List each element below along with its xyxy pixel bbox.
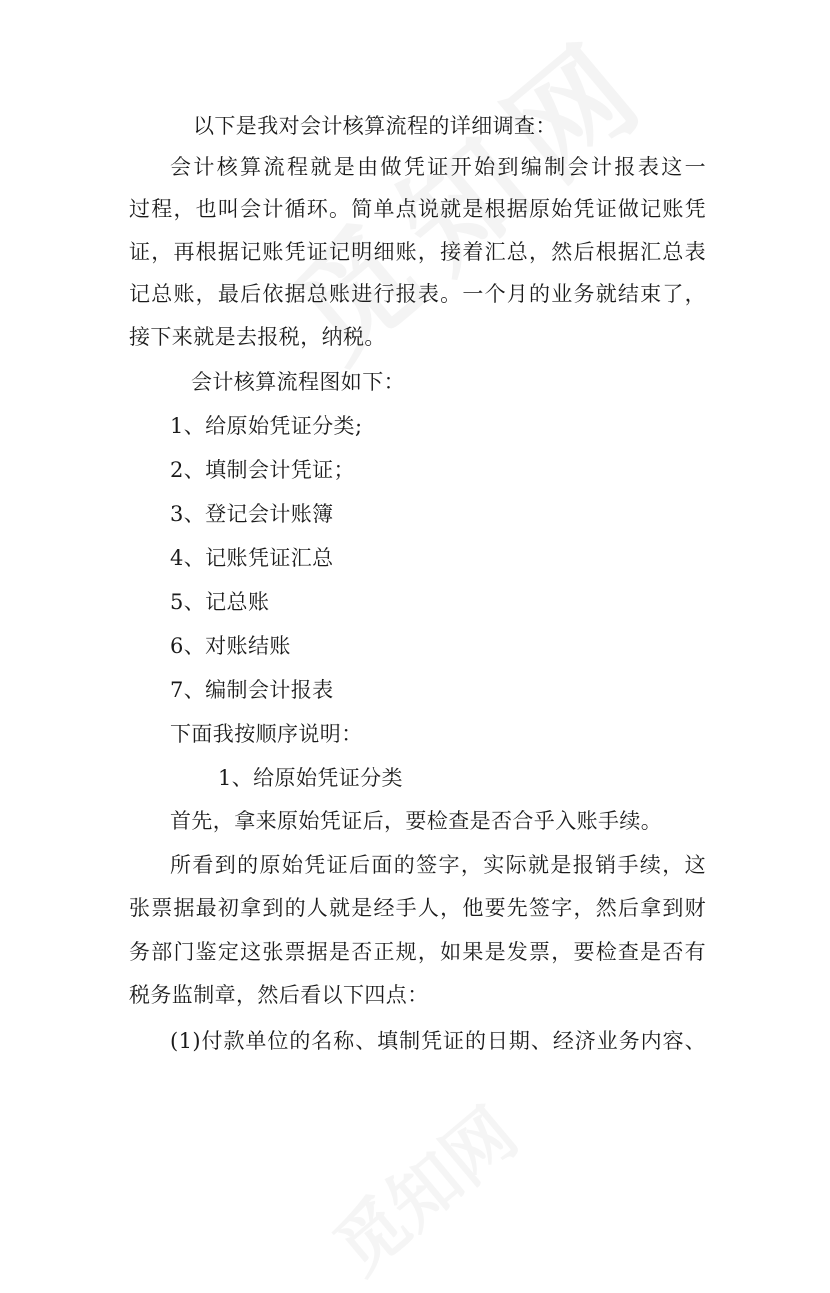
intro-line: 以下是我对会计核算流程的详细调查： <box>193 114 557 138</box>
step-4: 4、记账凭证汇总 <box>170 546 334 570</box>
step-6: 6、对账结账 <box>170 634 291 658</box>
paragraph-1-line-3: 证，再根据记账凭证记明细账，接着汇总，然后根据汇总表 <box>129 240 706 264</box>
section-heading: 1、给原始凭证分类 <box>218 766 403 790</box>
paragraph-1-line-2: 过程，也叫会计循环。简单点说就是根据原始凭证做记账凭 <box>129 197 706 221</box>
step-5: 5、记总账 <box>170 590 270 614</box>
step-1: 1、给原始凭证分类; <box>170 414 363 438</box>
step-7: 7、编制会计报表 <box>170 678 334 702</box>
paragraph-1-line-1: 会计核算流程就是由做凭证开始到编制会计报表这一 <box>170 155 706 179</box>
item-1-line: (1)付款单位的名称、填制凭证的日期、经济业务内容、 <box>170 1029 706 1053</box>
paragraph-1-line-4: 记总账，最后依据总账进行报表。一个月的业务就结束了， <box>129 282 706 306</box>
paragraph-3-line-2: 张票据最初拿到的人就是经手人，他要先签字，然后拿到财 <box>129 896 706 920</box>
paragraph-1-line-5: 接下来就是去报税，纳税。 <box>129 325 386 349</box>
paragraph-3-line-4: 税务监制章，然后看以下四点： <box>129 983 429 1007</box>
paragraph-2: 首先，拿来原始凭证后，要检查是否合乎入账手续。 <box>170 809 663 833</box>
paragraph-3-line-3: 务部门鉴定这张票据是否正规，如果是发票，要检查是否有 <box>129 940 706 964</box>
step-2: 2、填制会计凭证； <box>170 458 355 482</box>
order-intro: 下面我按顺序说明： <box>170 722 363 746</box>
paragraph-3-line-1: 所看到的原始凭证后面的签字，实际就是报销手续，这 <box>170 853 706 877</box>
step-3: 3、登记会计账簿 <box>170 502 334 526</box>
flowchart-heading: 会计核算流程图如下： <box>191 370 405 394</box>
watermark-bottom <box>309 1023 590 1277</box>
